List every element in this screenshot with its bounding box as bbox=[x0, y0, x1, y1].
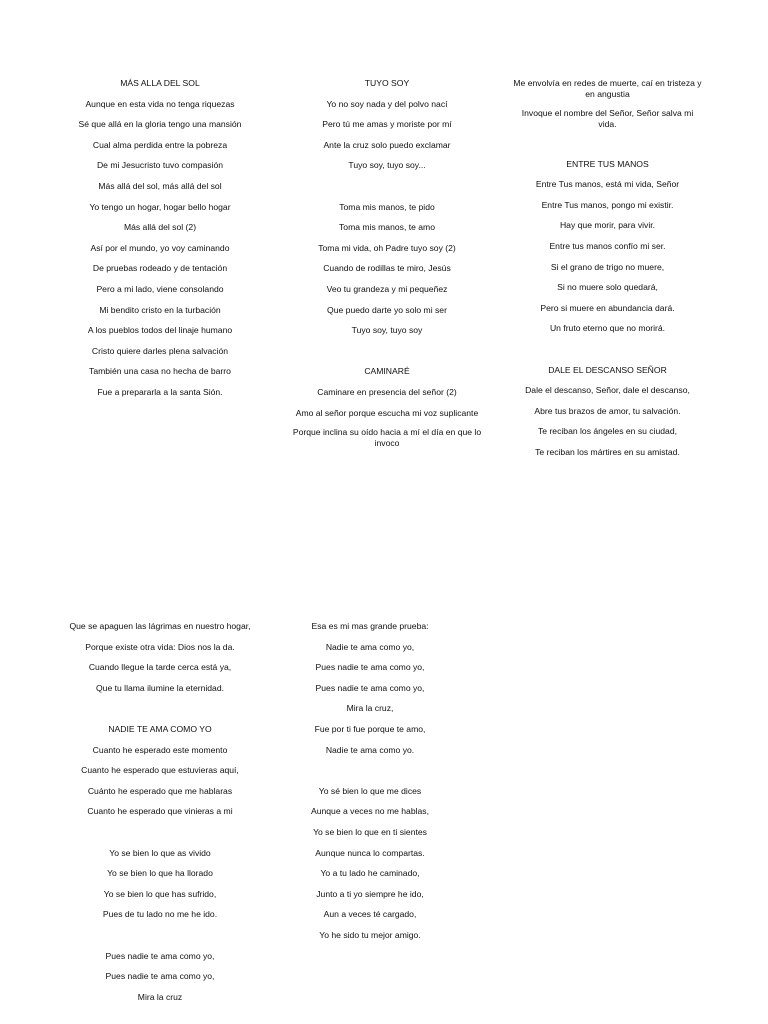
lyric-line: Esa es mi mas grande prueba: bbox=[311, 621, 429, 631]
lyric-line: Entre Tus manos, está mi vida, Señor bbox=[535, 179, 680, 190]
song-entre-tus-manos bbox=[505, 78, 710, 468]
lyric-line: Así por el mundo, yo voy caminando bbox=[90, 242, 230, 253]
lyric-line: Si no muere solo quedará, bbox=[557, 282, 658, 293]
lyric-line: Tuyo soy, tuyo soy... bbox=[348, 160, 426, 171]
lyric-line: Cristo quiere darles plena salvación bbox=[91, 345, 229, 356]
lyric-line: Cuando llegue la tarde cerca está ya, bbox=[88, 662, 232, 673]
lyric-line: Pues de tu lado no me he ido. bbox=[102, 909, 218, 920]
lyric-line: Que se apaguen las lágrimas en nuestro hogar, bbox=[69, 621, 251, 631]
lyric-line: Pues nadie te ama como yo, bbox=[315, 662, 425, 673]
lyric-line: Pero a mi lado, viene consolando bbox=[96, 283, 224, 294]
lyric-line: Porque existe otra vida: Dios nos la da. bbox=[85, 641, 235, 652]
lyric-line: Toma mis manos, te pido bbox=[339, 201, 435, 212]
lyric-line: Aunque en esta vida no tenga riquezas bbox=[85, 98, 235, 109]
lyric-line: Yo no soy nada y del polvo nací bbox=[326, 98, 448, 109]
lyric-line: Amo al señor porque escucha mi voz suplicante bbox=[295, 407, 479, 418]
lyric-line: Fue por ti fue porque te amo, bbox=[314, 723, 426, 734]
lyric-line: Que puedo darte yo solo mi ser bbox=[327, 304, 447, 315]
lyric-line: Aunque nunca lo compartas. bbox=[315, 847, 425, 858]
lyric-line: Invoque el nombre del Señor, Señor salva mi vida. bbox=[521, 108, 694, 129]
lyric-line: Cuanto he esperado que vinieras a mi bbox=[87, 806, 233, 817]
lyric-line: Toma mi vida, oh Padre tuyo soy (2) bbox=[318, 242, 456, 253]
lyric-line: Veo tu grandeza y mi pequeñez bbox=[326, 283, 448, 294]
song-nadie-te-ama-como-yo bbox=[55, 621, 265, 1012]
lyric-line: Te reciban los mártires en su amistad. bbox=[535, 446, 680, 457]
lyric-line: Yo se bien lo que en ti sientes bbox=[313, 826, 427, 837]
lyric-line: Yo a tu lado he caminado, bbox=[320, 868, 420, 879]
lyric-line: Yo se bien lo que has sufrido, bbox=[103, 888, 217, 899]
lyric-line: Entre tus manos confío mi ser. bbox=[549, 240, 666, 251]
lyric-line: También una casa no hecha de barro bbox=[89, 366, 231, 377]
lyric-line: Tuyo soy, tuyo soy bbox=[351, 325, 423, 336]
lyric-line: Cuanto he esperado que estuvieras aquí, bbox=[81, 765, 239, 776]
lyric-line: Un fruto eterno que no morirá. bbox=[549, 323, 666, 334]
lyric-line: De mi Jesucristo tuvo compasión bbox=[96, 160, 224, 171]
lyric-line: Cuánto he esperado que me hablaras bbox=[87, 785, 233, 796]
lyric-line: Yo he sido tu mejor amigo. bbox=[319, 929, 421, 940]
song-title: TUYO SOY bbox=[364, 78, 410, 88]
song-tuyo-soy bbox=[282, 78, 492, 457]
lyric-line: Mira la cruz bbox=[137, 991, 183, 1002]
lyric-line: Entre Tus manos, pongo mi existir. bbox=[541, 199, 674, 210]
lyric-line: Fue a prepararla a la santa Sión. bbox=[97, 386, 223, 397]
lyric-line: Aun a veces té cargado, bbox=[323, 909, 417, 920]
song-title: ENTRE TUS MANOS bbox=[566, 158, 649, 169]
lyric-line: Nadie te ama como yo. bbox=[325, 744, 415, 755]
lyric-line: Toma mis manos, te amo bbox=[339, 222, 435, 233]
lyric-line: Cual alma perdida entre la pobreza bbox=[92, 139, 228, 150]
lyric-line: Yo se bien lo que ha llorado bbox=[107, 868, 213, 879]
lyric-line: Porque inclina su oído hacia a mí el día en que lo invoco bbox=[292, 426, 482, 448]
lyric-line: Pues nadie te ama como yo, bbox=[105, 950, 215, 961]
lyric-line: Caminare en presencia del señor (2) bbox=[317, 386, 457, 397]
lyric-line: Yo tengo un hogar, hogar bello hogar bbox=[89, 201, 231, 212]
lyric-line: Te reciban los ángeles en su ciudad, bbox=[537, 426, 678, 437]
lyric-line: Más allá del sol, más allá del sol bbox=[98, 180, 222, 191]
lyric-line: Yo se bien lo que as vivido bbox=[109, 847, 211, 858]
lyric-line: Si el grano de trigo no muere, bbox=[550, 261, 665, 272]
lyric-line: Pues nadie te ama como yo, bbox=[105, 971, 215, 982]
song-nadie-te-ama-continued bbox=[285, 621, 455, 951]
lyric-line: Pero si muere en abundancia dará. bbox=[540, 302, 675, 313]
lyric-line: Cuanto he esperado este momento bbox=[92, 744, 228, 755]
lyric-line: Más allá del sol (2) bbox=[123, 222, 197, 233]
lyric-line: Aunque a veces no me hablas, bbox=[310, 806, 429, 817]
lyric-line: Mi bendito cristo en la turbación bbox=[99, 304, 221, 315]
lyric-line: Nadie te ama como yo, bbox=[325, 641, 415, 652]
lyric-line: Cuando de rodillas te miro, Jesús bbox=[323, 263, 451, 274]
lyric-line: Que tu llama ilumine la eternidad. bbox=[95, 682, 225, 693]
song-mas-alla-del-sol bbox=[60, 78, 260, 408]
lyric-line: Sé que allá en la gloria tengo una mansión bbox=[78, 119, 242, 130]
lyric-line: De pruebas rodeado y de tentación bbox=[92, 263, 228, 274]
lyric-line: A los pueblos todos del linaje humano bbox=[87, 325, 233, 336]
lyric-line: Dale el descanso, Señor, dale el descanso, bbox=[525, 385, 690, 396]
song-title-caminare: CAMINARÉ bbox=[364, 366, 410, 377]
lyric-line: Junto a ti yo siempre he ido, bbox=[316, 888, 424, 899]
lyric-line: Pues nadie te ama como yo, bbox=[315, 682, 425, 693]
lyric-line: Ante la cruz solo puedo exclamar bbox=[323, 139, 451, 150]
lyric-line: Abre tus brazos de amor, tu salvación. bbox=[534, 405, 681, 416]
song-title-dale-el-descanso: DALE EL DESCANSO SEÑOR bbox=[548, 364, 667, 375]
lyric-line: Yo sé bien lo que me dices bbox=[318, 785, 422, 796]
lyric-line: Pero tú me amas y moriste por mí bbox=[322, 119, 452, 130]
lyric-line: Mira la cruz, bbox=[346, 703, 394, 714]
song-title: NADIE TE AMA COMO YO bbox=[108, 723, 212, 734]
lyric-line: Me envolvía en redes de muerte, caí en tristeza y en angustia bbox=[513, 78, 702, 99]
song-title: MÁS ALLA DEL SOL bbox=[120, 78, 200, 88]
lyric-line: Hay que morir, para vivir. bbox=[559, 220, 656, 231]
